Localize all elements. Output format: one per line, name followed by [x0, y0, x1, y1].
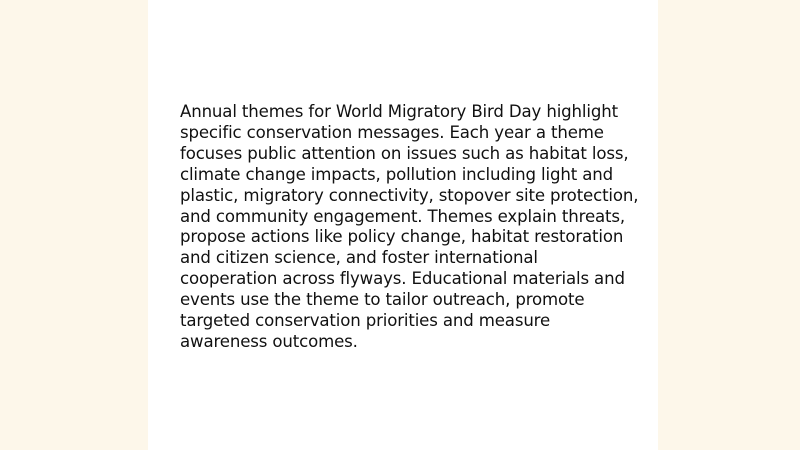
- body-paragraph: Annual themes for World Migratory Bird Day highlight specific conservation messages. Each year a theme focuses public attention on issues such as habitat loss, climate change impacts, pollution including light and plastic, migratory connectivity, stopover site protection, and community engagement. Themes explain threats, propose actions like policy change, habitat restoration and citizen science, and foster international cooperation across flyways. Educational materials and events use the theme to tailor outreach, promote targeted conservation priorities and measure awareness outcomes.: [180, 102, 639, 351]
- document-page: [148, 0, 658, 450]
